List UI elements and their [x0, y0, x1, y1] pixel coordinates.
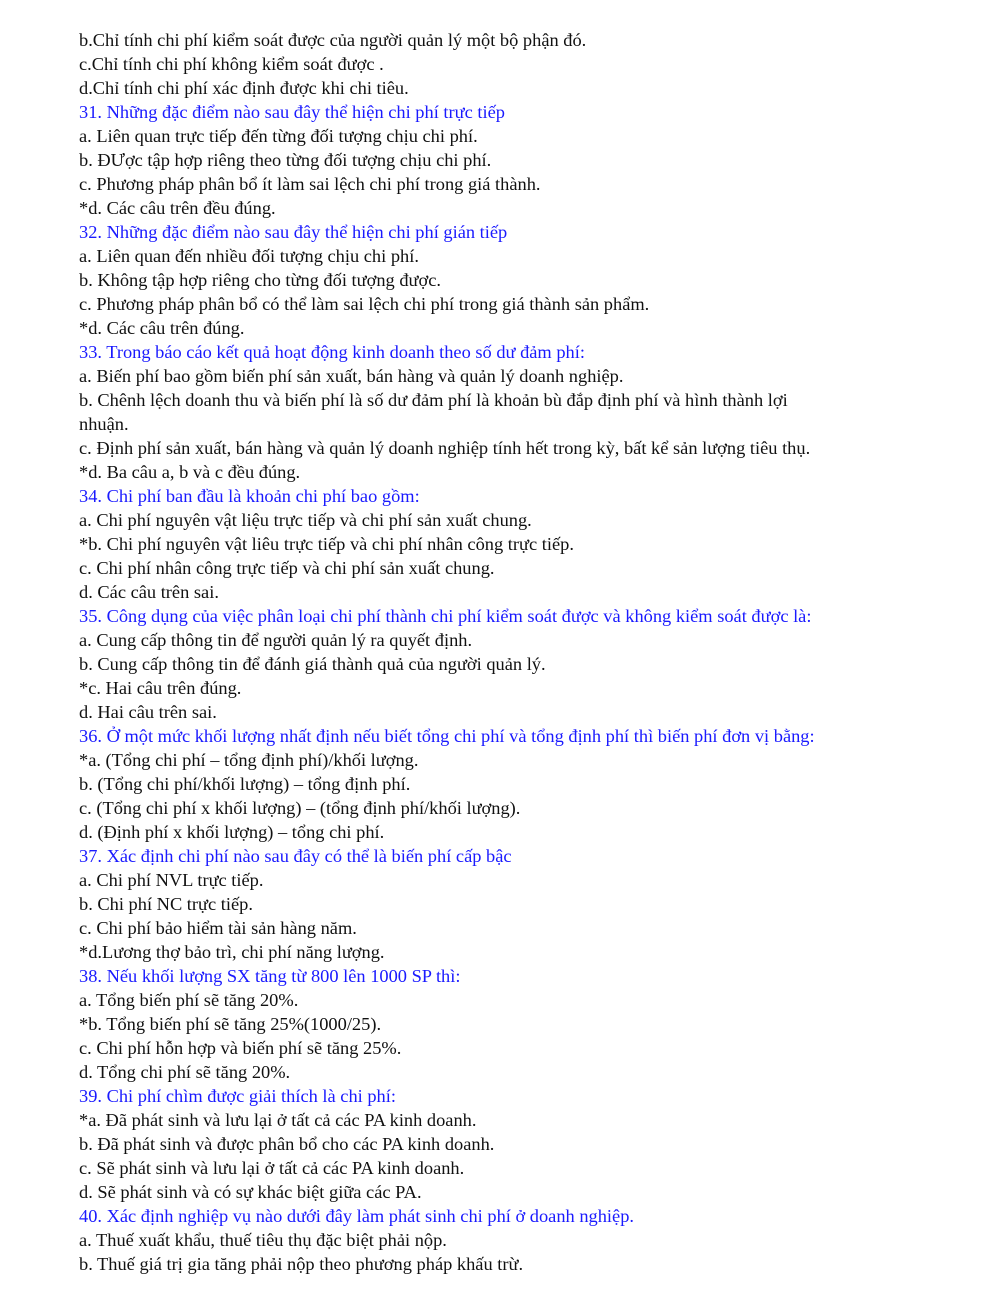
option-line: a. Liên quan trực tiếp đến từng đối tượng chịu chi phí. — [79, 126, 478, 146]
option-line: c. (Tổng chi phí x khối lượng) – (tổng định phí/khối lượng). — [79, 798, 521, 818]
option-line: c. Phương pháp phân bổ ít làm sai lệch chi phí trong giá thành. — [79, 174, 541, 194]
option-line: c. Chi phí hỗn hợp và biến phí sẽ tăng 25%. — [79, 1038, 402, 1058]
question-title: 36. Ở một mức khối lượng nhất định nếu biết tổng chi phí và tổng định phí thì biến phí đơn vị bằng: — [79, 726, 815, 746]
question-title: 33. Trong báo cáo kết quả hoạt động kinh doanh theo số dư đảm phí: — [79, 342, 585, 362]
option-line: b. ĐƯợc tập hợp riêng theo từng đối tượng chịu chi phí. — [79, 150, 492, 170]
option-line: nhuận. — [79, 414, 129, 434]
option-line: c. Chi phí bảo hiểm tài sản hàng năm. — [79, 918, 357, 938]
question-title: 34. Chi phí ban đầu là khoản chi phí bao gồm: — [79, 486, 420, 506]
option-line: *d. Các câu trên đúng. — [79, 318, 245, 338]
option-line: *b. Chi phí nguyên vật liêu trực tiếp và chi phí nhân công trực tiếp. — [79, 534, 574, 554]
option-line: a. Tổng biến phí sẽ tăng 20%. — [79, 990, 299, 1010]
option-line: b. Cung cấp thông tin để đánh giá thành quả của người quản lý. — [79, 654, 546, 674]
option-line: c. Chi phí nhân công trực tiếp và chi phí sản xuất chung. — [79, 558, 495, 578]
option-line: b. (Tổng chi phí/khối lượng) – tổng định phí. — [79, 774, 411, 794]
option-line: c. Sẽ phát sinh và lưu lại ở tất cả các PA kinh doanh. — [79, 1158, 465, 1178]
question-37 — [79, 844, 979, 964]
option-line: b. Chênh lệch doanh thu và biến phí là số dư đảm phí là khoản bù đắp định phí và hình thành lợi — [79, 390, 788, 410]
option-line: d.Chỉ tính chi phí xác định được khi chi tiêu. — [79, 78, 409, 98]
question-32 — [79, 220, 979, 340]
option-line: c. Phương pháp phân bổ có thể làm sai lệch chi phí trong giá thành sản phẩm. — [79, 294, 650, 314]
question-title: 32. Những đặc điểm nào sau đây thể hiện chi phí gián tiếp — [79, 222, 508, 242]
question-33 — [79, 340, 979, 484]
option-line: *c. Hai câu trên đúng. — [79, 678, 242, 698]
option-line: *d. Ba câu a, b và c đều đúng. — [79, 462, 301, 482]
question-35 — [79, 604, 979, 724]
option-line: d. Sẽ phát sinh và có sự khác biệt giữa các PA. — [79, 1182, 422, 1202]
option-line: c.Chỉ tính chi phí không kiểm soát được . — [79, 54, 384, 74]
option-line: *a. (Tổng chi phí – tổng định phí)/khối lượng. — [79, 750, 419, 770]
option-line: d. Các câu trên sai. — [79, 582, 219, 602]
option-line: a. Thuế xuất khẩu, thuế tiêu thụ đặc biệt phải nộp. — [79, 1230, 447, 1250]
option-line: b. Đã phát sinh và được phân bổ cho các PA kinh doanh. — [79, 1134, 495, 1154]
option-line: a. Chi phí nguyên vật liệu trực tiếp và chi phí sản xuất chung. — [79, 510, 532, 530]
option-line: b.Chỉ tính chi phí kiểm soát được của người quản lý một bộ phận đó. — [79, 30, 587, 50]
option-line: a. Cung cấp thông tin để người quản lý ra quyết định. — [79, 630, 473, 650]
continued-options — [79, 28, 979, 100]
option-line: *b. Tổng biến phí sẽ tăng 25%(1000/25). — [79, 1014, 382, 1034]
question-39 — [79, 1084, 979, 1204]
question-38 — [79, 964, 979, 1084]
question-title: 31. Những đặc điểm nào sau đây thể hiện chi phí trực tiếp — [79, 102, 505, 122]
question-36 — [79, 724, 979, 844]
option-line: d. (Định phí x khối lượng) – tổng chi phí. — [79, 822, 385, 842]
question-34 — [79, 484, 979, 604]
question-title: 40. Xác định nghiệp vụ nào dưới đây làm phát sinh chi phí ở doanh nghiệp. — [79, 1206, 634, 1226]
question-title: 35. Công dụng của việc phân loại chi phí thành chi phí kiểm soát được và không kiểm soát được là: — [79, 606, 812, 626]
option-line: b. Chi phí NC trực tiếp. — [79, 894, 253, 914]
option-line: *d. Các câu trên đều đúng. — [79, 198, 276, 218]
option-line: a. Biến phí bao gồm biến phí sản xuất, bán hàng và quản lý doanh nghiệp. — [79, 366, 624, 386]
question-title: 38. Nếu khối lượng SX tăng từ 800 lên 1000 SP thì: — [79, 966, 461, 986]
option-line: *a. Đã phát sinh và lưu lại ở tất cả các PA kinh doanh. — [79, 1110, 477, 1130]
option-line: b. Không tập hợp riêng cho từng đối tượng được. — [79, 270, 441, 290]
option-line: a. Liên quan đến nhiều đối tượng chịu chi phí. — [79, 246, 419, 266]
question-title: 37. Xác định chi phí nào sau đây có thể là biến phí cấp bậc — [79, 846, 512, 866]
option-line: c. Định phí sản xuất, bán hàng và quản lý doanh nghiệp tính hết trong kỳ, bất kể sản lượng tiêu thụ. — [79, 438, 811, 458]
option-line: b. Thuế giá trị gia tăng phải nộp theo phương pháp khấu trừ. — [79, 1254, 524, 1274]
question-40 — [79, 1204, 979, 1276]
option-line: d. Tổng chi phí sẽ tăng 20%. — [79, 1062, 291, 1082]
question-31 — [79, 100, 979, 220]
question-title: 39. Chi phí chìm được giải thích là chi phí: — [79, 1086, 396, 1106]
option-line: *d.Lương thợ bảo trì, chi phí năng lượng. — [79, 942, 385, 962]
option-line: a. Chi phí NVL trực tiếp. — [79, 870, 264, 890]
document-page — [79, 28, 979, 1276]
option-line: d. Hai câu trên sai. — [79, 702, 217, 722]
